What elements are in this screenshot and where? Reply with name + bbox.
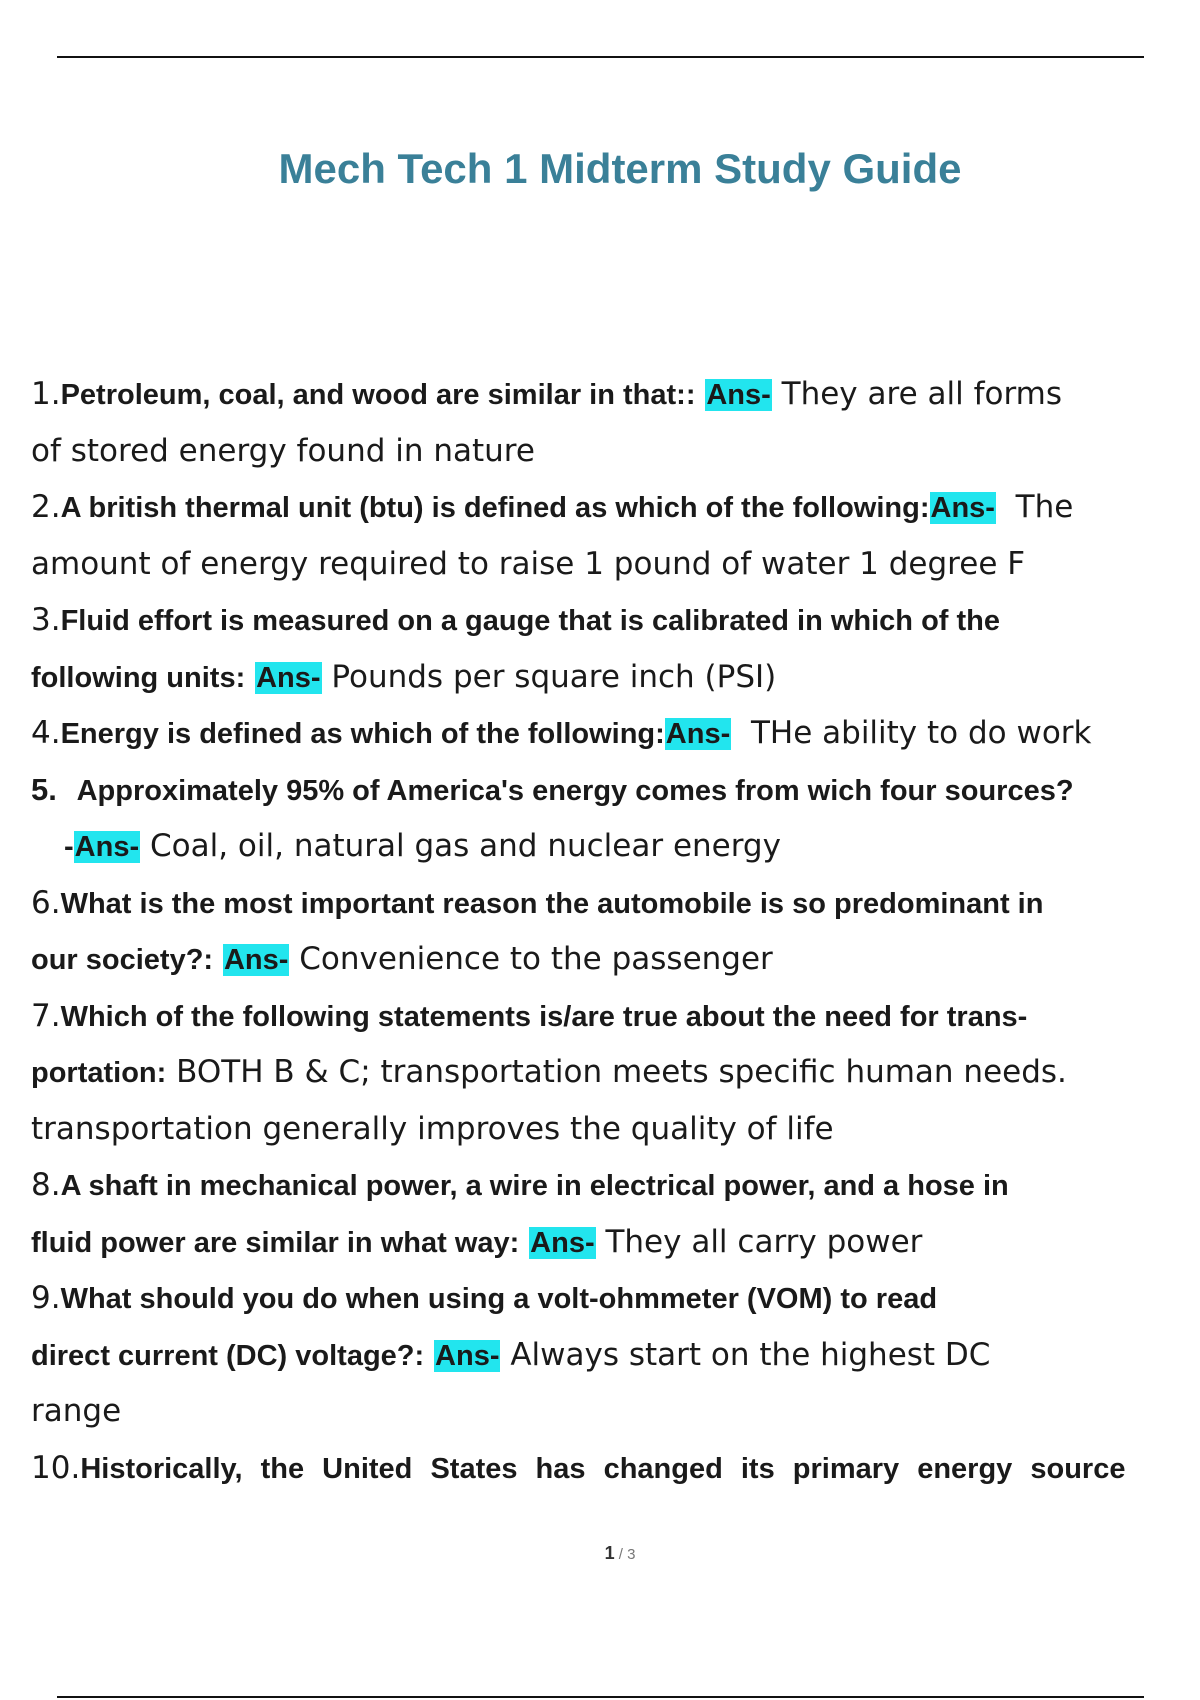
question-item-3 [31,592,1200,705]
question-number: 7. [31,997,61,1034]
answer-text: Coal, oil, natural gas and nuclear energy [149,828,781,864]
question-text: A shaft in mechanical power, a wire in electrical power, and a hose in [60,1170,1009,1202]
answer-label: Ans- [530,1226,595,1259]
answer-text-continued: range [31,1393,122,1429]
question-item-5 [31,762,1200,875]
question-text: Which of the following statements is/are true about the need for trans- [60,1000,1028,1033]
question-item-1 [31,366,1200,479]
question-item-9 [31,1270,1200,1440]
question-text: Approximately 95% of America's energy comes from wich four sources? [76,774,1074,807]
answer-label: Ans- [665,718,731,750]
question-text-continued: our society?: [31,944,214,976]
bottom-divider [57,1696,1144,1698]
answer-text: Always start on the highest DC [510,1336,991,1373]
document-title: Mech Tech 1 Midterm Study Guide [278,145,962,192]
answer-text-continued: of stored energy found in nature [31,432,535,469]
current-page-number: 1 [604,1543,615,1563]
question-item-2 [31,479,1200,592]
answer-label: Ans- [74,831,140,863]
question-list [31,366,1200,1496]
answer-label: Ans- [435,1339,500,1372]
question-text: What should you do when using a volt-ohmmeter (VOM) to read [60,1283,938,1315]
question-number: 2. [31,489,61,525]
answer-text: Pounds per square inch (PSI) [331,658,777,695]
page-indicator [0,1543,1200,1564]
answer-text: The [1015,489,1074,525]
answer-text-continued: amount of energy required to raise 1 pound of water 1 degree F [31,545,1026,582]
answer-label: Ans- [706,379,771,411]
question-item-4 [31,705,1200,762]
answer-dash: - [64,831,74,863]
answer-label: Ans- [256,661,321,694]
answer-label: Ans- [930,492,995,524]
total-pages: / 3 [614,1546,636,1563]
question-number: 5. [31,771,57,807]
answer-text: They all carry power [605,1223,923,1260]
answer-text-continued: transportation generally improves the quality of life [31,1110,834,1147]
answer-text: They are all forms [781,376,1063,412]
question-text-continued: fluid power are similar in what way: [31,1226,520,1259]
question-number: 9. [31,1280,61,1316]
question-item-8 [31,1157,1200,1270]
question-text-continued: direct current (DC) voltage?: [31,1339,425,1372]
question-text-continued: portation: [31,1057,167,1089]
answer-text: Convenience to the passenger [299,941,773,977]
question-text-continued: following units: [31,661,246,694]
question-item-7 [31,988,1200,1158]
question-number: 4. [31,715,61,751]
question-text: Petroleum, coal, and wood are similar in that:: [60,379,696,411]
question-text: A british thermal unit (btu) is defined as which of the following: [60,492,930,524]
question-text: Energy is defined as which of the following: [60,718,665,750]
question-item-6 [31,875,1200,988]
question-text: Fluid effort is measured on a gauge that is calibrated in which of the [60,605,1000,637]
question-item-10 [31,1440,1200,1497]
answer-text: THe ability to do work [750,715,1092,751]
question-number: 1. [31,376,61,412]
answer-text: BOTH B & C; transportation meets specific human needs. [176,1054,1067,1090]
question-number: 10. [31,1449,81,1486]
question-number: 3. [31,602,61,638]
question-text: Historically, the United States has changed its primary energy source [80,1452,1126,1485]
question-number: 6. [31,884,61,921]
question-number: 8. [31,1167,61,1203]
question-text: What is the most important reason the automobile is so predominant in [60,887,1044,920]
top-divider [57,56,1144,58]
answer-label: Ans- [223,944,289,976]
